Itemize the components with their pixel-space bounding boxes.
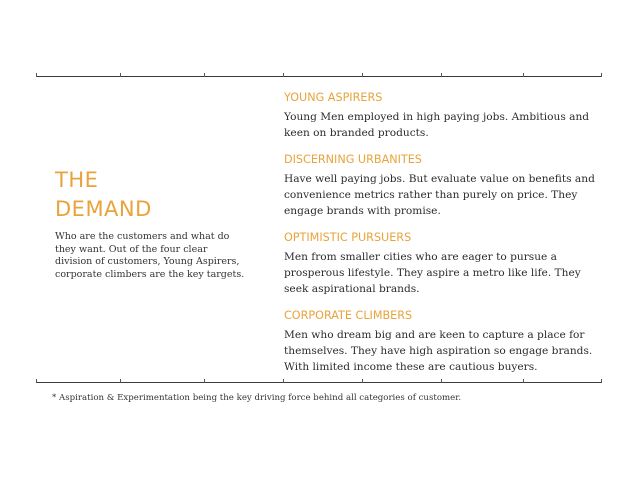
segment-title: CORPORATE CLIMBERS <box>284 309 413 322</box>
segment-title: OPTIMISTIC PURSUERS <box>284 231 412 244</box>
title-line-2: DEMAND <box>55 197 152 221</box>
intro-text: Who are the customers and what do they want. Out of the four clear division of customers, Young Aspirers, corporate climbers are the key targets. <box>55 231 245 280</box>
segment-description: Have well paying jobs. But evaluate value on benefits and convenience metrics rather than purely on price. They engage brands with promise. <box>284 173 595 217</box>
segment-title: DISCERNING URBANITES <box>284 153 422 166</box>
segment-young-aspirers <box>284 90 600 141</box>
page-title <box>55 166 152 224</box>
bottom-divider-ticks <box>36 379 602 383</box>
title-line-1: THE <box>55 168 99 192</box>
segment-description: Men who dream big and are keen to capture a place for themselves. They have high aspiration so engage brands. With limited income these are cautious buyers. <box>284 329 593 373</box>
top-divider-ticks <box>36 73 602 77</box>
segment-discerning-urbanites <box>284 152 600 219</box>
customer-segments <box>284 90 600 386</box>
segment-description: Men from smaller cities who are eager to pursue a prosperous lifestyle. They aspire a metro like life. They seek aspirational brands. <box>284 251 581 295</box>
footnote: * Aspiration & Experimentation being the key driving force behind all categories of customer. <box>52 393 462 403</box>
segment-corporate-climbers <box>284 308 600 375</box>
segment-title: YOUNG ASPIRERS <box>284 91 383 104</box>
segment-description: Young Men employed in high paying jobs. Ambitious and keen on branded products. <box>284 111 590 139</box>
segment-optimistic-pursuers <box>284 230 600 297</box>
